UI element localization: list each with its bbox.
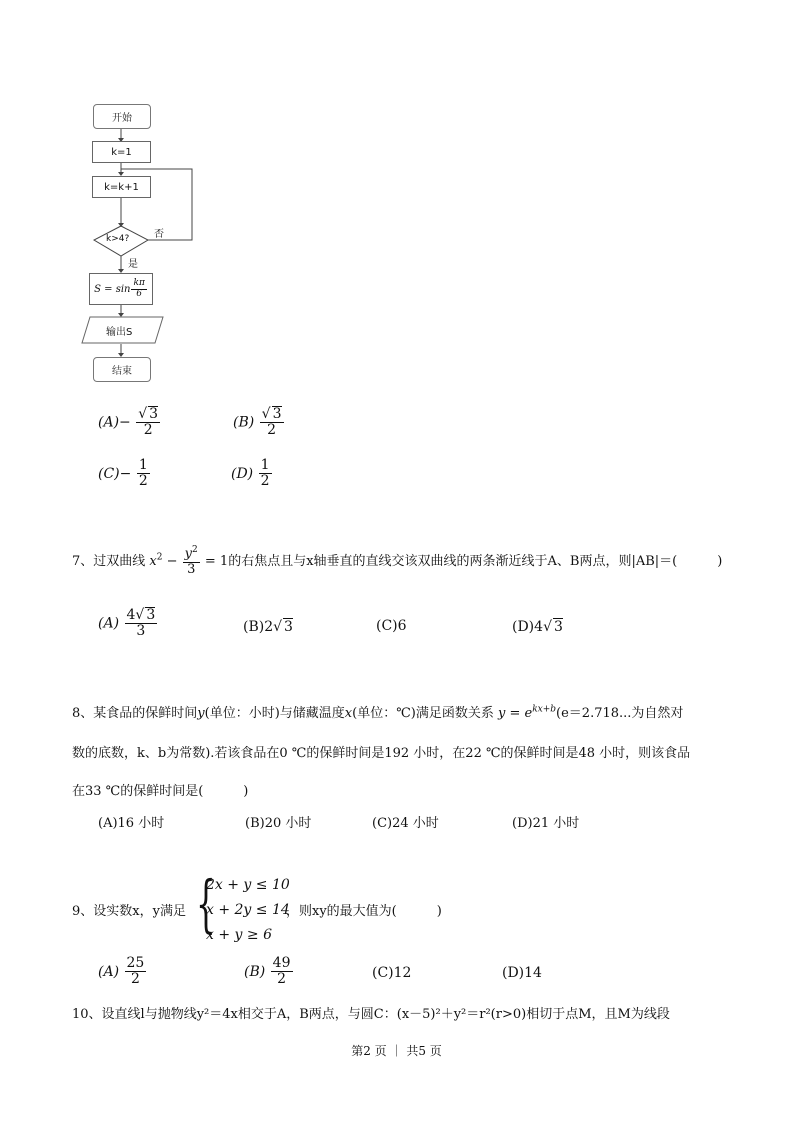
q7-suffix: 的右焦点且与x轴垂直的直线交该双曲线的两条渐近线于A、B两点，则|AB|＝( [228, 553, 678, 569]
q6-d-label: (D) [231, 465, 254, 482]
flow-assign [89, 273, 153, 305]
q8-l1c: (单位：小时)与储藏温度 [204, 706, 345, 721]
q8-line1: 8、某食品的保鲜时间y(单位：小时)与储藏温度x(单位：℃)满足函数关系 $y = e^{kx+b}(e=2.718$...为自然对 [72, 704, 684, 721]
flow-assign-num: kπ [133, 277, 145, 288]
q9-system [196, 867, 290, 948]
q7-option-d: (D)4√ 3 [512, 619, 563, 635]
q9-row-1: 2x + y ≤ 10 [206, 877, 290, 893]
q7-b-text: (B)2 [243, 619, 274, 635]
q6-a-sign: − [119, 414, 131, 431]
q9-b-den: 2 [277, 971, 287, 988]
q8-line3 [72, 780, 248, 799]
q6-a-num: 3 [149, 406, 159, 422]
q8-option-d: (D)21 小时 [512, 816, 580, 831]
flow-condition: k>4? [106, 234, 130, 244]
q8-line2: 数的底数，k、b为常数).若该食品在0 ℃的保鲜时间是192 小时，在22 ℃的保鲜时间是48 小时，则该食品 [72, 746, 691, 761]
q7-option-a [98, 607, 158, 640]
q8-l1f: (e＝2.718...为自然对 [556, 706, 684, 721]
flow-yes-label: 是 [128, 259, 138, 270]
q7-close: ) [717, 553, 723, 569]
q9-option-a [98, 956, 147, 988]
q6-c-sign: − [119, 465, 132, 482]
flow-output: 输出S [106, 327, 133, 338]
flow-init: k=1 [92, 141, 151, 163]
q8-l3-close: ) [243, 784, 249, 799]
q8-l1e: (单位：℃)满足函数关系 [352, 706, 494, 721]
q9-a-num: 25 [126, 955, 145, 971]
q9-b-frac [271, 956, 293, 988]
q9-prefix: 9、设实数x，y满足 [72, 904, 186, 919]
flow-assign-frac [131, 279, 146, 300]
q8-option-c: (C)24 小时 [372, 816, 439, 831]
q7-a-rad: 3 [146, 607, 156, 623]
q9-row-2: x + 2y ≤ 14 [206, 902, 290, 918]
flow-step: k=k+1 [92, 176, 151, 198]
flow-no-label: 否 [154, 229, 164, 240]
q9-suffix-text: ，则xy的最大值为( [286, 904, 397, 919]
q7-frac: $\frac{y^2}{3}$ [184, 545, 198, 577]
q6-b-frac: $\frac{√ 3}{2}$ [261, 406, 282, 439]
q8-option-b: (B)20 小时 [245, 816, 312, 831]
page-footer: 第2 页 ｜ 共5 页 [351, 1044, 442, 1058]
q7-a-den: 3 [136, 623, 146, 640]
q9-b-label: (B) [244, 963, 266, 980]
flow-assign-prefix: S = sin [94, 283, 131, 295]
q9-a-den: 2 [130, 971, 140, 988]
flow-assign-den: 6 [136, 288, 143, 299]
q6-c-den: 2 [138, 473, 148, 490]
q9-brace: { [196, 867, 216, 940]
flow-start: 开始 [93, 104, 151, 129]
q6-option-a [98, 406, 161, 439]
q7-a-frac: $\frac{4√ 3}{3}$ [126, 607, 156, 640]
flow-end: 结束 [93, 357, 151, 382]
q7-a-num: 4 [126, 607, 136, 623]
q8-l1a: 8、某食品的保鲜时间 [72, 706, 198, 721]
q7-d-rad: 3 [553, 619, 563, 635]
q6-option-c [98, 458, 151, 490]
q7-d-text: (D)4 [512, 619, 544, 635]
q9-option-d: (D)14 [502, 965, 542, 981]
q9-a-label: (A) [98, 963, 120, 980]
q7-b-rad: 3 [284, 619, 293, 635]
q6-c-frac [137, 458, 150, 490]
q9-b-num: 49 [272, 955, 291, 971]
q9-close: ) [436, 904, 442, 919]
q6-d-den: 2 [260, 473, 270, 490]
q9-row-3: x + y ≥ 6 [206, 927, 272, 943]
q7-prefix: 7、过双曲线 [72, 553, 146, 569]
q9-a-frac [125, 956, 147, 988]
q6-b-label: (B) [233, 414, 255, 431]
q7-stem: 7、过双曲线 $x^2$ − $\frac{y^2}{3}$ = 1的右焦点且与x轴垂直的直线交该双曲线的两条渐近线于A、B两点，则|AB|＝( ) [72, 545, 723, 577]
q9-option-b [244, 956, 294, 988]
q6-option-b [233, 406, 285, 439]
flowchart-lines [0, 0, 260, 400]
q6-b-num: 3 [272, 406, 282, 422]
q6-a-den: 2 [143, 422, 153, 439]
q6-a-frac: $\frac{√ 3}{2}$ [138, 406, 159, 439]
q6-option-d [231, 458, 273, 490]
q8-l1d: x [344, 706, 353, 721]
q7-option-c: (C)6 [376, 618, 407, 634]
q6-c-label: (C) [98, 465, 120, 482]
q8-option-a: (A)16 小时 [98, 816, 165, 831]
q6-c-num: 1 [138, 457, 148, 473]
q6-d-frac [259, 458, 272, 490]
q9-suffix [286, 900, 442, 919]
q8-l1b: y [197, 706, 205, 721]
q6-d-num: 1 [260, 457, 270, 473]
q10-stem: 10、设直线l与抛物线y²＝4x相交于A，B两点，与圆C：(x－5)²＋y²＝r²(r>0)相切于点M，且M为线段 [72, 1007, 670, 1022]
q8-l3: 在33 ℃的保鲜时间是( [72, 784, 204, 799]
q7-a-label: (A) [98, 615, 120, 632]
q6-a-label: (A) [98, 414, 120, 431]
q9-option-c: (C)12 [372, 965, 412, 981]
q7-option-b: (B)2√ 3 [243, 619, 293, 635]
q6-b-den: 2 [267, 422, 277, 439]
